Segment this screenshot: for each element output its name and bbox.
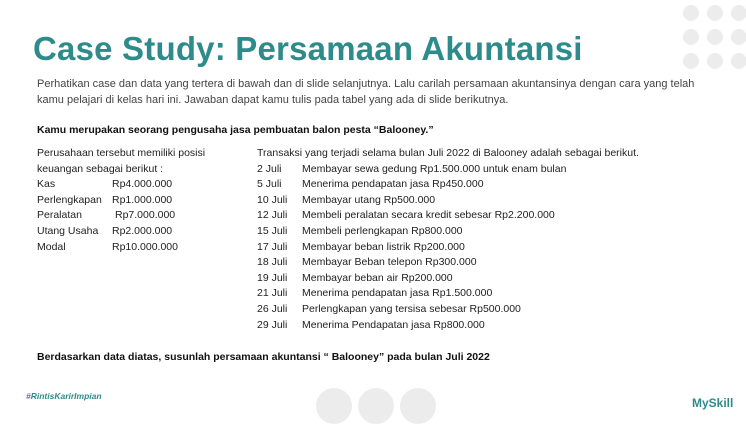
transaction-date: 19 Juli [257, 271, 288, 284]
position-intro-line-2: keuangan sebagai berikut : [37, 162, 164, 175]
account-value: Rp2.000.000 [112, 224, 173, 237]
account-value: Rp10.000.000 [112, 240, 178, 253]
transaction-date: 26 Juli [257, 302, 288, 315]
transaction-desc: Menerima pendapatan jasa Rp450.000 [302, 178, 484, 191]
position-intro-line-1: Perusahaan tersebut memiliki posisi [37, 147, 206, 159]
decorative-dots-bottom [316, 388, 436, 424]
transactions-intro: Transaksi yang terjadi selama bulan Juli 2022 di Balooney adalah sebagai berikut. [257, 147, 639, 159]
account-name: Perlengkapan [37, 193, 102, 206]
transaction-date: 5 Juli [257, 178, 282, 191]
transaction-date: 12 Juli [257, 209, 288, 222]
account-name: Modal [37, 240, 66, 253]
account-name: Peralatan [37, 209, 82, 222]
transaction-desc: Membayar Beban telepon Rp300.000 [302, 256, 477, 269]
transaction-date: 2 Juli [257, 162, 282, 175]
transaction-desc: Menerima pendapatan jasa Rp1.500.000 [302, 287, 493, 300]
transaction-desc: Membeli peralatan secara kredit sebesar Rp2.200.000 [302, 209, 555, 222]
account-row [37, 177, 252, 193]
transaction-desc: Membayar utang Rp500.000 [302, 193, 436, 206]
transaction-date: 21 Juli [257, 287, 288, 300]
transactions-list [257, 146, 727, 333]
transaction-date: 17 Juli [257, 240, 288, 253]
transaction-row [257, 208, 727, 224]
slide-title: Case Study: Persamaan Akuntansi [33, 30, 583, 67]
myskill-logo: MySkill [692, 396, 734, 410]
transaction-desc: Perlengkapan yang tersisa sebesar Rp500.000 [302, 302, 521, 315]
transaction-row [257, 224, 727, 240]
transaction-date: 10 Juli [257, 193, 288, 206]
transaction-desc: Membayar beban listrik Rp200.000 [302, 240, 465, 253]
account-value: Rp7.000.000 [115, 209, 176, 222]
decorative-dots-top [683, 5, 746, 69]
transaction-row [257, 177, 727, 193]
transaction-row [257, 302, 727, 318]
financial-position [37, 146, 252, 255]
account-row [37, 208, 252, 224]
transaction-desc: Membeli perlengkapan Rp800.000 [302, 224, 463, 237]
transaction-desc: Membayar beban air Rp200.000 [302, 271, 453, 284]
intro-text: Perhatikan case dan data yang tertera di bawah dan di slide selanjutnya. Lalu carilah persamaan akuntansinya dengan cara yang telah kamu pelajari di kelas hari ini. Jawaban dapat kamu tulis pada tabel yang ada di slide berikutnya. [37, 78, 695, 106]
transaction-row [257, 255, 727, 271]
transaction-date: 29 Juli [257, 318, 288, 331]
account-row [37, 224, 252, 240]
instruction-text: Berdasarkan data diatas, susunlah persamaan akuntansi “ Balooney” pada bulan Juli 2022 [37, 351, 490, 363]
transaction-desc: Menerima Pendapatan jasa Rp800.000 [302, 318, 485, 331]
transaction-date: 18 Juli [257, 256, 288, 269]
account-name: Kas [37, 178, 56, 191]
hashtag: #RintisKarirImpian [26, 391, 102, 401]
transaction-row [257, 318, 727, 334]
scenario-text: Kamu merupakan seorang pengusaha jasa pembuatan balon pesta “Balooney.” [37, 124, 434, 136]
transaction-row [257, 193, 727, 209]
account-value: Rp4.000.000 [112, 178, 173, 191]
account-row [37, 193, 252, 209]
transaction-row [257, 286, 727, 302]
transaction-date: 15 Juli [257, 224, 288, 237]
transaction-row [257, 240, 727, 256]
transaction-row [257, 271, 727, 287]
account-name: Utang Usaha [37, 224, 99, 237]
account-value: Rp1.000.000 [112, 193, 173, 206]
transaction-row [257, 162, 727, 178]
transaction-desc: Membayar sewa gedung Rp1.500.000 untuk enam bulan [302, 162, 567, 175]
account-row [37, 240, 252, 256]
